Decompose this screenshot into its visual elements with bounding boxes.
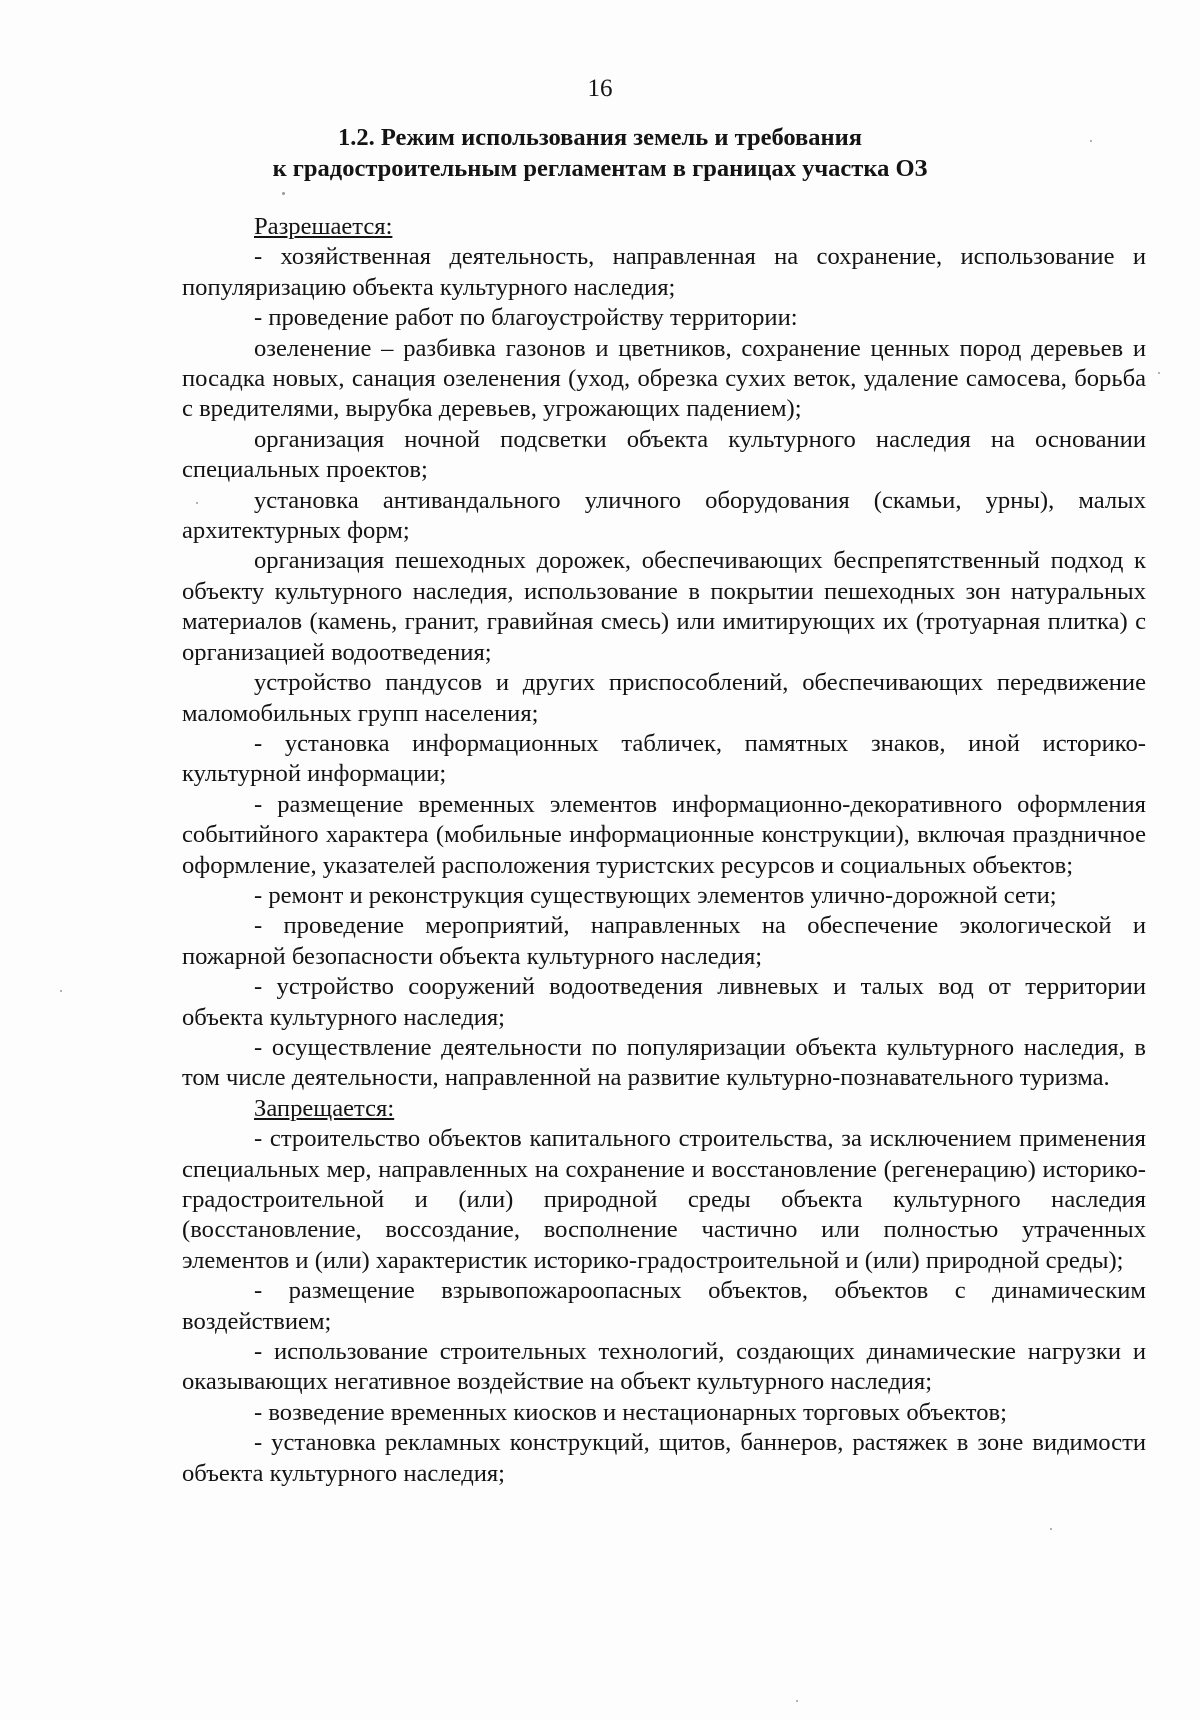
allowed-item: - ремонт и реконструкция существующих элементов улично-дорожной сети; bbox=[254, 881, 1057, 909]
scan-speck bbox=[60, 990, 62, 992]
prohibited-item: - размещение взрывопожароопасных объектов, объектов с динамическим воздействием; bbox=[182, 1277, 1146, 1335]
allowed-item: - устройство сооружений водоотведения ливневых и талых вод от территории объекта культурного наследия; bbox=[182, 973, 1146, 1031]
document-body bbox=[182, 212, 1146, 1489]
section-heading-line-1: 1.2. Режим использования земель и требования bbox=[338, 124, 862, 151]
allowed-item: озеленение – разбивка газонов и цветников, сохранение ценных пород деревьев и посадка новых, санация озеленения (уход, обрезка сухих веток, удаление самосева, борьба с вредителями, вырубка деревьев, угрожающих падением); bbox=[182, 334, 1146, 423]
allowed-item: организация пешеходных дорожек, обеспечивающих беспрепятственный подход к объекту культурного наследия, использование в покрытии пешеходных зон натуральных материалов (камень, гранит, гравийная смесь) или имитирующих их (тротуарная плитка) с организацией водоотведения; bbox=[182, 547, 1146, 666]
scan-speck bbox=[282, 192, 285, 195]
allowed-item: - размещение временных элементов информационно-декоративного оформления событийного характера (мобильные информационные конструкции), включая праздничное оформление, указателей расположения туристских ресурсов и социальных объектов; bbox=[182, 790, 1146, 879]
allowed-item: - осуществление деятельности по популяризации объекта культурного наследия, в том числе деятельности, направленной на развитие культурно-познавательного туризма. bbox=[182, 1033, 1146, 1092]
allowed-item: - установка информационных табличек, памятных знаков, иной историко-культурной информации; bbox=[182, 729, 1146, 788]
prohibited-item: - возведение временных киосков и нестационарных торговых объектов; bbox=[254, 1398, 1007, 1426]
section-heading bbox=[150, 122, 1050, 184]
page-number: 16 bbox=[587, 75, 613, 102]
scan-speck bbox=[196, 502, 198, 504]
prohibited-section-title: Запрещается: bbox=[254, 1094, 395, 1122]
scan-speck bbox=[1050, 1528, 1052, 1530]
allowed-item: установка антивандального уличного оборудования (скамьи, урны), малых архитектурных форм; bbox=[182, 486, 1146, 545]
allowed-item: - проведение мероприятий, направленных на обеспечение экологической и пожарной безопасности объекта культурного наследия; bbox=[182, 912, 1146, 970]
scan-speck bbox=[1158, 372, 1160, 374]
allowed-item: - проведение работ по благоустройству территории: bbox=[254, 304, 798, 332]
scan-speck bbox=[796, 1700, 798, 1702]
section-heading-line-2: к градостроительным регламентам в границах участка ОЗ bbox=[272, 155, 928, 182]
prohibited-item: - строительство объектов капитального строительства, за исключением применения специальных мер, направленных на сохранение и восстановление (регенерацию) историко-градостроительной и (или) природной среды объекта культурного наследия (восстановление, воссоздание, восполнение частично или полностью утраченных элементов и (или) характеристик историко-градостроительной и (или) природной среды); bbox=[182, 1125, 1146, 1274]
scan-speck bbox=[1090, 140, 1092, 142]
prohibited-item: - установка рекламных конструкций, щитов, баннеров, растяжек в зоне видимости объекта культурного наследия; bbox=[182, 1429, 1146, 1487]
allowed-item: - хозяйственная деятельность, направленная на сохранение, использование и популяризацию объекта культурного наследия; bbox=[182, 243, 1146, 301]
allowed-section-title: Разрешается: bbox=[254, 213, 393, 240]
allowed-item: организация ночной подсветки объекта культурного наследия на основании специальных проектов; bbox=[182, 425, 1146, 484]
prohibited-item: - использование строительных технологий, создающих динамические нагрузки и оказывающих негативное воздействие на объект культурного наследия; bbox=[182, 1338, 1146, 1396]
allowed-item: устройство пандусов и других приспособлений, обеспечивающих передвижение маломобильных групп населения; bbox=[182, 669, 1146, 727]
